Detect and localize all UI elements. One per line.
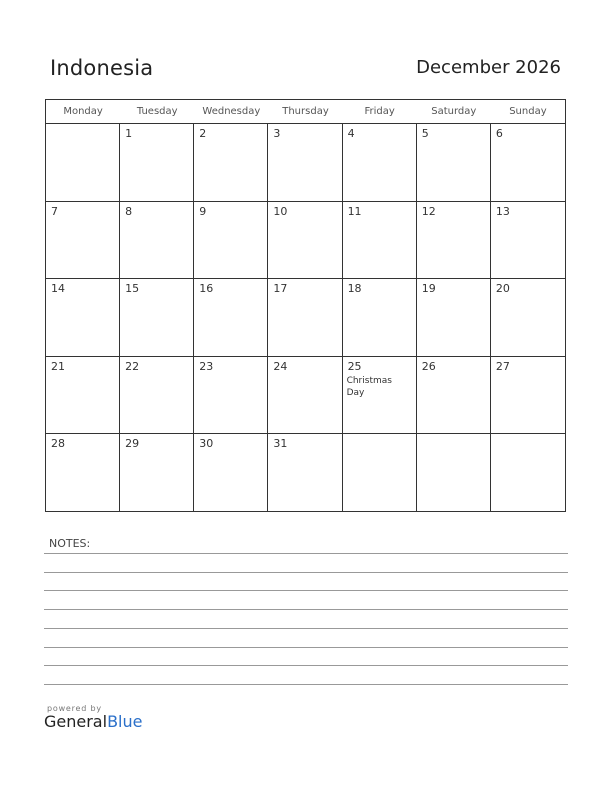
day-cell (194, 434, 268, 512)
weekday-label: Sunday (509, 106, 547, 117)
day-cell (268, 279, 342, 357)
day-number: 12 (421, 204, 436, 218)
brand-name (44, 712, 142, 731)
day-cell (343, 357, 417, 435)
holiday-label: Christmas Day (346, 375, 392, 398)
day-cell (120, 434, 194, 512)
day-number: 10 (273, 204, 288, 218)
day-cell (194, 357, 268, 435)
day-cell (491, 434, 565, 512)
day-cell (343, 202, 417, 280)
day-cell (417, 279, 491, 357)
day-number: 18 (347, 282, 362, 296)
note-line (44, 572, 568, 573)
day-cell (268, 434, 342, 512)
weekday-label: Wednesday (202, 106, 261, 117)
day-number: 8 (125, 204, 133, 218)
day-cell (417, 124, 491, 202)
day-cell (343, 434, 417, 512)
day-grid (46, 124, 565, 512)
day-number: 4 (347, 127, 355, 140)
day-cell (120, 124, 194, 202)
day-cell (46, 279, 120, 357)
note-line (44, 553, 568, 554)
powered-by-text: powered by (47, 704, 102, 713)
day-number: 30 (199, 437, 214, 451)
day-cell (417, 434, 491, 512)
day-number: 13 (495, 204, 510, 218)
brand-blue-text: Blue (107, 712, 143, 731)
day-number: 9 (199, 204, 207, 218)
day-cell (343, 279, 417, 357)
day-cell (491, 202, 565, 280)
day-number: 17 (273, 282, 288, 296)
weekday-label: Monday (63, 106, 103, 117)
day-number: 25 (347, 359, 362, 373)
day-number: 20 (495, 282, 510, 296)
day-number: 5 (421, 127, 429, 140)
day-cell (46, 357, 120, 435)
day-number: 3 (273, 127, 281, 140)
day-number: 23 (199, 359, 214, 373)
day-cell (417, 357, 491, 435)
weekday-header-row (46, 100, 565, 124)
brand-logo (44, 704, 142, 731)
weekday-label: Thursday (282, 106, 329, 117)
day-number: 28 (51, 437, 65, 451)
day-cell (491, 124, 565, 202)
day-cell (120, 202, 194, 280)
day-number: 29 (125, 437, 140, 451)
day-cell (343, 124, 417, 202)
day-number: 21 (51, 359, 65, 373)
day-number: 14 (51, 282, 65, 296)
day-number: 19 (421, 282, 436, 296)
day-cell (194, 202, 268, 280)
day-number: 2 (199, 127, 207, 140)
day-cell (194, 279, 268, 357)
day-cell (268, 202, 342, 280)
note-line (44, 647, 568, 648)
note-line (44, 590, 568, 591)
day-number: 22 (125, 359, 140, 373)
day-number: 6 (495, 127, 503, 140)
day-cell (417, 202, 491, 280)
day-cell (268, 124, 342, 202)
day-cell (194, 124, 268, 202)
day-number: 16 (199, 282, 214, 296)
day-number: 7 (51, 204, 58, 218)
weekday-label: Saturday (431, 106, 477, 117)
calendar-grid (45, 99, 566, 512)
day-cell (491, 279, 565, 357)
day-number: 11 (347, 204, 362, 218)
day-cell (491, 357, 565, 435)
day-number: 24 (273, 359, 288, 373)
weekday-label: Friday (364, 106, 395, 117)
day-number: 15 (125, 282, 140, 296)
notes-label: NOTES: (49, 537, 91, 550)
day-cell (46, 434, 120, 512)
note-line (44, 609, 568, 610)
day-cell (120, 357, 194, 435)
day-cell (120, 279, 194, 357)
day-cell (268, 357, 342, 435)
day-number: 26 (421, 359, 436, 373)
note-line (44, 684, 568, 685)
note-line (44, 665, 568, 666)
day-number: 31 (273, 437, 288, 451)
weekday-label: Tuesday (136, 106, 178, 117)
day-number: 27 (495, 359, 510, 373)
day-cell (46, 202, 120, 280)
page-title-country: Indonesia (50, 56, 154, 80)
day-number: 1 (125, 127, 133, 140)
brand-general-text: General (44, 712, 108, 731)
day-cell (46, 124, 120, 202)
page-title-month: December 2026 (416, 57, 561, 78)
note-line (44, 628, 568, 629)
